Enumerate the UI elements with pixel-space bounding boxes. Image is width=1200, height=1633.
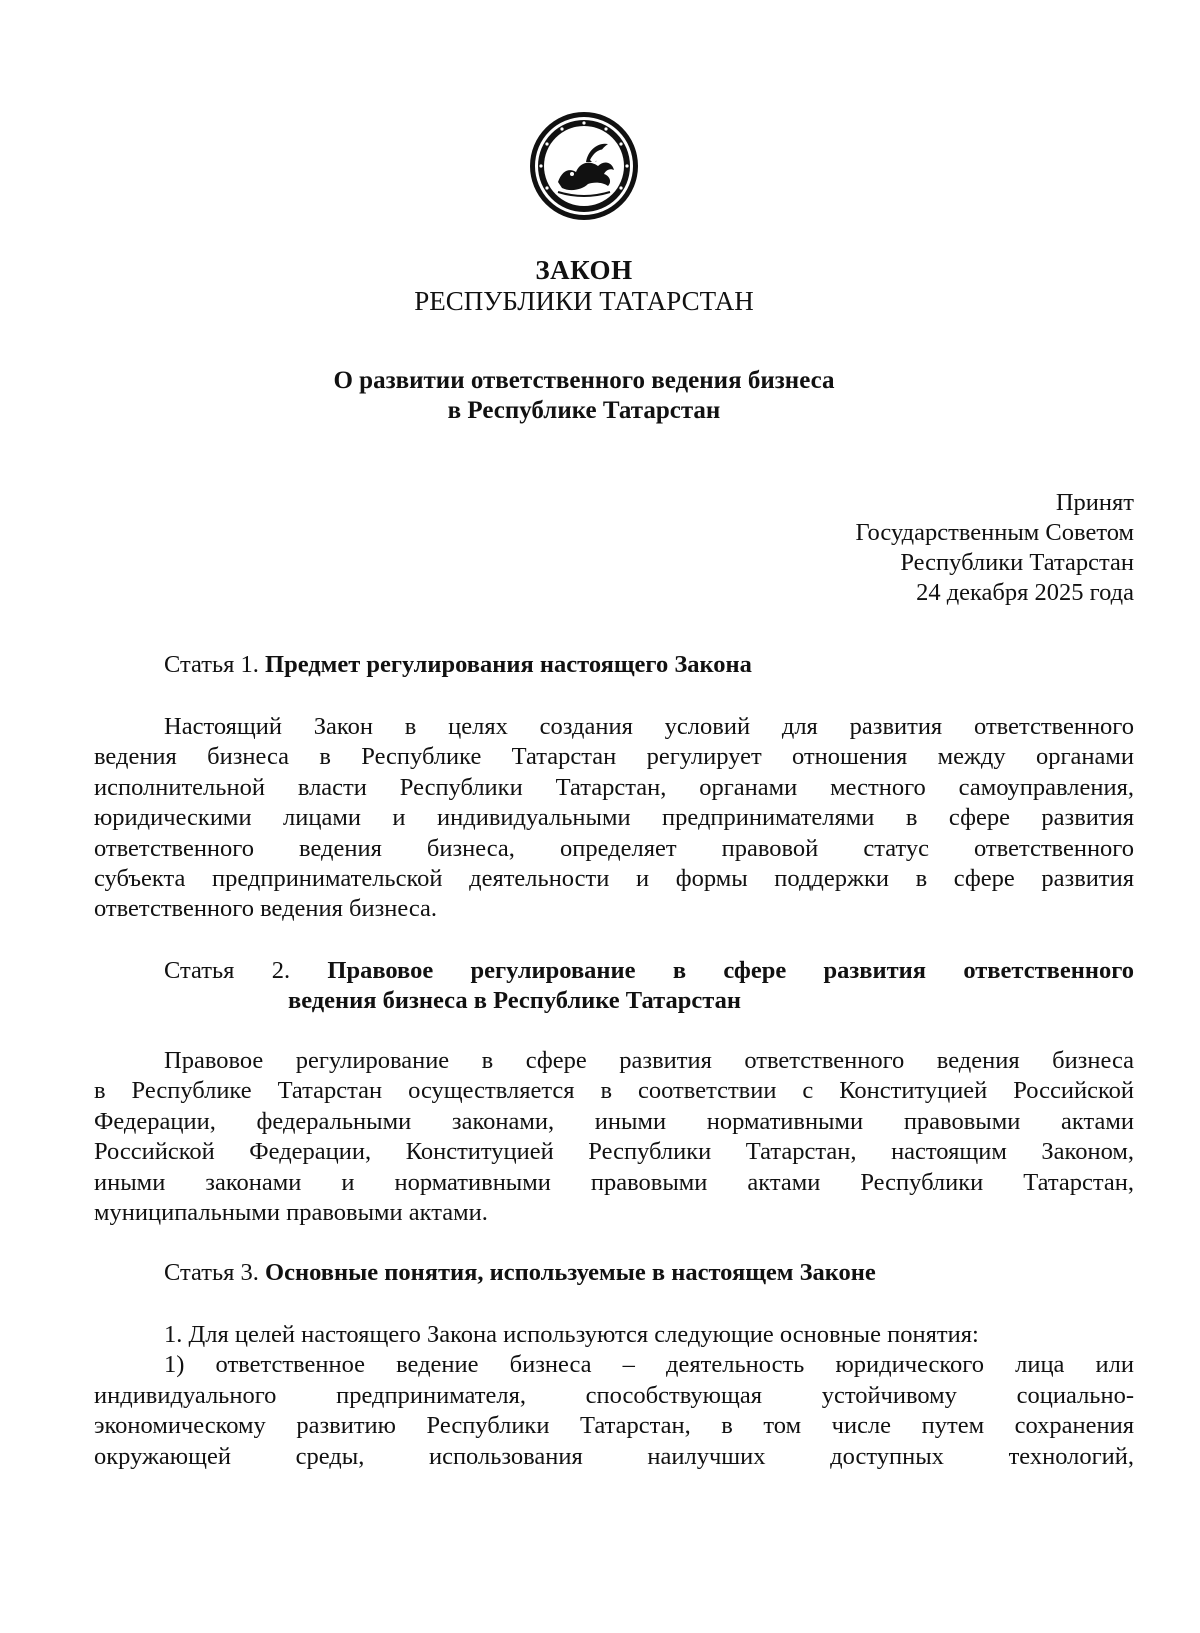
article-title: Предмет регулирования настоящего Закона [265, 651, 752, 678]
paragraph-line: муниципальными правовыми актами. [94, 1199, 488, 1227]
paragraph-line: в Республике Татарстан осуществляется в соответствии с Конституцией Российской [94, 1077, 1134, 1105]
article-3-text [94, 1320, 1134, 1472]
document-subtitle: РЕСПУБЛИКИ ТАТАРСТАН [414, 286, 754, 316]
adoption-line: Принят [1055, 489, 1134, 516]
paragraph-line: ответственного ведения бизнеса. [94, 895, 438, 923]
law-title-line: О развитии ответственного ведения бизнеса [333, 367, 835, 394]
adoption-block [634, 488, 1134, 608]
article-number: Статья 2. [164, 957, 291, 984]
paragraph-line: Настоящий Закон в целях создания условий для развития ответственного [164, 713, 1134, 740]
article-2-text [94, 1046, 1134, 1228]
paragraph-line: ответственного ведения бизнеса, определяет правовой статус ответственного [94, 834, 1134, 862]
paragraph-line: Российской Федерации, Конституцией Республики Татарстан, настоящим Законом, [94, 1138, 1134, 1166]
article-1-heading [164, 650, 752, 680]
paragraph-line: юридическими лицами и индивидуальными предпринимателями в сфере развития [94, 804, 1134, 832]
adoption-line: Республики Татарстан [900, 549, 1134, 576]
article-title: Правовое регулирование в сфере развития ответственного [327, 957, 1134, 984]
paragraph-line: Федерации, федеральными законами, иными нормативными правовыми актами [94, 1107, 1134, 1135]
law-title-line: в Республике Татарстан [447, 397, 721, 424]
paragraph-line: экономическому развитию Республики Татарстан, в том числе путем сохранения [94, 1412, 1134, 1440]
paragraph-line: 1. Для целей настоящего Закона используются следующие основные понятия: [164, 1321, 979, 1348]
paragraph-line: исполнительной власти Республики Татарстан, органами местного самоуправления, [94, 773, 1134, 801]
tatarstan-coat-of-arms-icon [528, 110, 640, 222]
article-number: Статья 1. [164, 651, 259, 678]
paragraph-line: иными законами и нормативными правовыми актами Республики Татарстан, [94, 1168, 1134, 1196]
paragraph-line: Правовое регулирование в сфере развития ответственного ведения бизнеса [164, 1047, 1134, 1074]
article-title: Основные понятия, используемые в настоящем Законе [265, 1259, 876, 1286]
law-title [0, 366, 1168, 426]
paragraph-line: окружающей среды, использования наилучших доступных технологий, [94, 1442, 1134, 1470]
article-1-text [94, 712, 1134, 925]
article-2-heading [164, 956, 1134, 1016]
paragraph-line: 1) ответственное ведение бизнеса – деятельность юридического лица или [164, 1351, 1134, 1379]
article-2-heading-line [164, 956, 1134, 986]
article-3-heading [164, 1258, 876, 1288]
adoption-line: Государственным Советом [855, 519, 1134, 546]
paragraph-line: ведения бизнеса в Республике Татарстан регулирует отношения между органами [94, 743, 1134, 771]
document-title: ЗАКОН [535, 255, 633, 285]
article-title-continuation: ведения бизнеса в Республике Татарстан [288, 987, 741, 1014]
adoption-date: 24 декабря 2025 года [916, 579, 1134, 606]
paragraph-line: индивидуального предпринимателя, способствующая устойчивому социально- [94, 1381, 1134, 1409]
paragraph-line: субъекта предпринимательской деятельности и формы поддержки в сфере развития [94, 865, 1134, 893]
article-number: Статья 3. [164, 1259, 259, 1286]
